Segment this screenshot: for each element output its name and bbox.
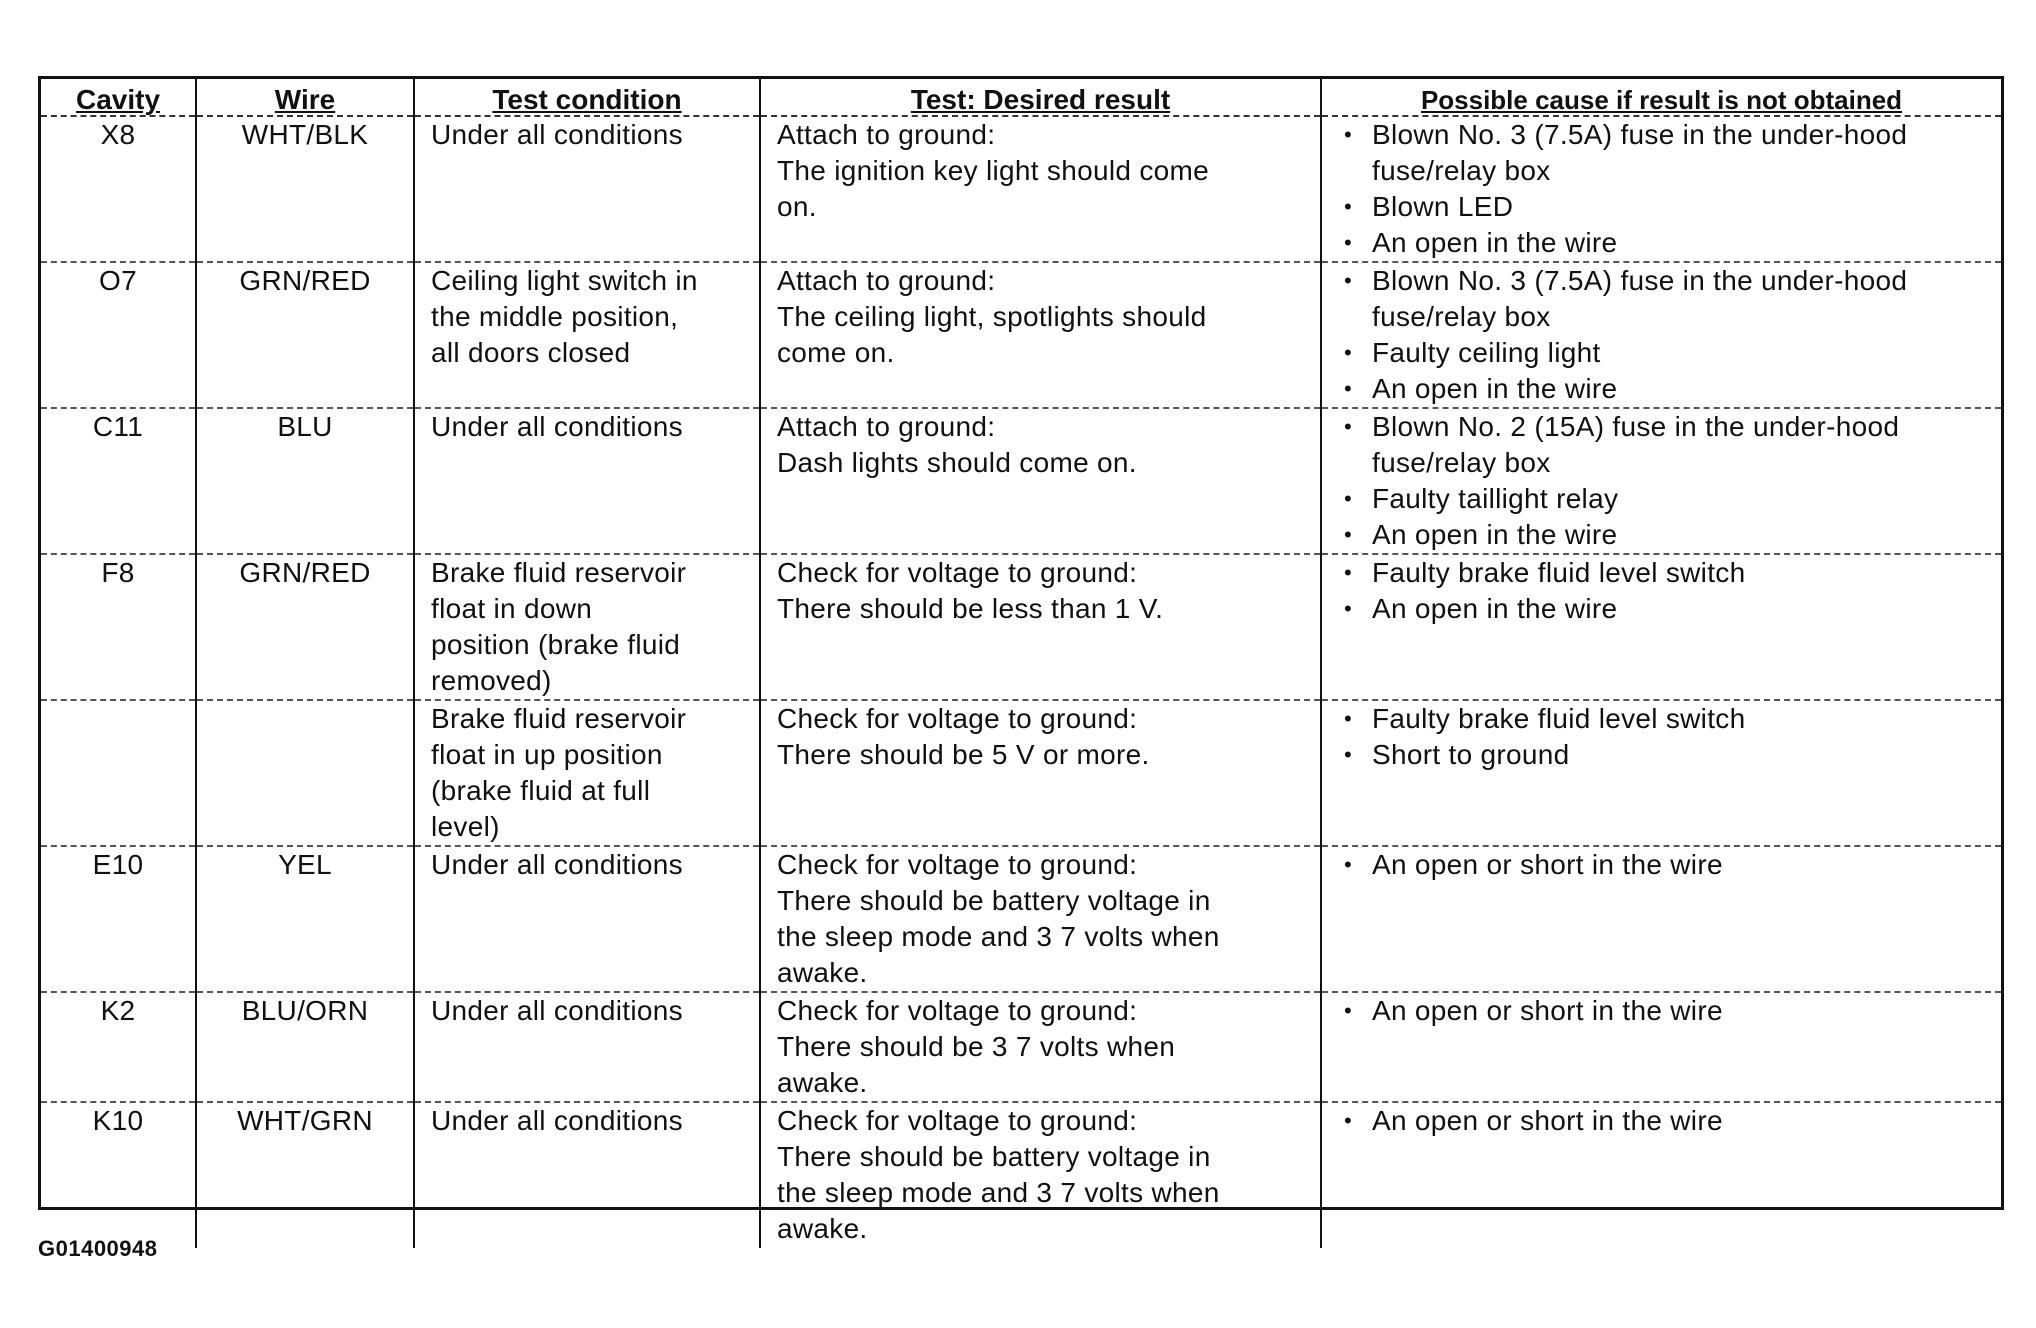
test-condition-line: Ceiling light switch in <box>431 265 698 296</box>
table-row <box>41 1102 2001 1248</box>
header-wire: Wire <box>196 79 414 116</box>
cell-cavity: X8 <box>41 116 196 262</box>
header-desired-result: Test: Desired result <box>760 79 1321 116</box>
desired-result-line: There should be battery voltage in <box>777 885 1211 916</box>
cause-item: • Blown No. 2 (15A) fuse in the under-hood fuse/relay box <box>1342 409 2001 481</box>
desired-result-line: There should be less than 1 V. <box>777 593 1164 624</box>
test-condition-line: (brake fluid at full <box>431 775 651 806</box>
table-body <box>41 116 2001 1248</box>
cell-possible-cause <box>1321 846 2001 992</box>
desired-result-line: Check for voltage to ground: <box>777 995 1138 1026</box>
cause-item: • An open in the wire <box>1342 591 2001 627</box>
cause-item: • Blown LED <box>1342 189 2001 225</box>
cell-wire: GRN/RED <box>196 262 414 408</box>
cause-item: • An open or short in the wire <box>1342 847 2001 883</box>
cause-item: • Faulty ceiling light <box>1342 335 2001 371</box>
table-row <box>41 554 2001 700</box>
diagnostic-table <box>41 79 2001 1248</box>
test-condition-line: Under all conditions <box>431 849 683 880</box>
cell-test-condition <box>414 846 760 992</box>
cell-cavity <box>41 700 196 846</box>
cell-test-condition <box>414 700 760 846</box>
test-condition-line: position (brake fluid <box>431 629 681 660</box>
test-condition-line: Brake fluid reservoir <box>431 703 687 734</box>
desired-result-line: Check for voltage to ground: <box>777 557 1138 588</box>
test-condition-line: the middle position, <box>431 301 679 332</box>
cause-item: • Blown No. 3 (7.5A) fuse in the under-hood fuse/relay box <box>1342 117 2001 189</box>
cell-cavity: C11 <box>41 408 196 554</box>
cell-desired-result <box>760 116 1321 262</box>
cell-wire: BLU <box>196 408 414 554</box>
cause-item: • An open in the wire <box>1342 371 2001 407</box>
cause-list <box>1338 993 2001 1029</box>
header-test-condition: Test condition <box>414 79 760 116</box>
cell-test-condition <box>414 262 760 408</box>
cell-wire: BLU/ORN <box>196 992 414 1102</box>
cell-possible-cause <box>1321 1102 2001 1248</box>
cell-cavity: K10 <box>92 1105 144 1136</box>
desired-result-line: come on. <box>777 337 895 368</box>
diagnostic-table-frame <box>38 76 2004 1244</box>
cell-test-condition <box>414 992 760 1102</box>
cell-possible-cause <box>1321 262 2001 408</box>
cause-item: • An open or short in the wire <box>1342 1103 2001 1139</box>
cause-list <box>1338 701 2001 773</box>
table-row <box>41 116 2001 262</box>
test-condition-line: Under all conditions <box>431 119 683 150</box>
cell-desired-result <box>760 992 1321 1102</box>
cell-desired-result <box>760 262 1321 408</box>
cause-item: • An open in the wire <box>1342 225 2001 261</box>
desired-result-line: Check for voltage to ground: <box>777 849 1138 880</box>
cause-item: • Faulty brake fluid level switch <box>1342 555 2001 591</box>
desired-result-line: Attach to ground: <box>777 411 996 442</box>
cell-wire: WHT/BLK <box>196 116 414 262</box>
cell-wire: WHT/GRN <box>196 1102 414 1248</box>
cell-test-condition <box>414 554 760 700</box>
cause-item: • Blown No. 3 (7.5A) fuse in the under-hood fuse/relay box <box>1342 263 2001 335</box>
table-row <box>41 408 2001 554</box>
cause-item: • Short to ground <box>1342 737 2001 773</box>
test-condition-line: Brake fluid reservoir <box>431 557 687 588</box>
desired-result-line: on. <box>777 191 817 222</box>
header-cavity: Cavity <box>41 79 196 116</box>
desired-result-line: awake. <box>777 1213 868 1244</box>
test-condition-line: removed) <box>431 665 552 696</box>
test-condition-line: float in down <box>431 593 593 624</box>
cell-cavity: F8 <box>41 554 196 700</box>
desired-result-line: There should be 3 7 volts when <box>777 1031 1176 1062</box>
cell-test-condition <box>414 408 760 554</box>
desired-result-line: Check for voltage to ground: <box>777 1105 1138 1136</box>
desired-result-line: Attach to ground: <box>777 119 996 150</box>
table-row <box>41 262 2001 408</box>
cause-list <box>1338 1103 2001 1139</box>
cause-list <box>1338 847 2001 883</box>
cell-possible-cause <box>1321 700 2001 846</box>
cause-item: • Faulty taillight relay <box>1342 481 2001 517</box>
desired-result-line: the sleep mode and 3 7 volts when <box>777 1177 1220 1208</box>
cell-possible-cause <box>1321 116 2001 262</box>
cause-list <box>1338 263 2001 407</box>
desired-result-line: awake. <box>777 957 868 988</box>
desired-result-line: Check for voltage to ground: <box>777 703 1138 734</box>
cell-desired-result <box>760 700 1321 846</box>
desired-result-line: There should be 5 V or more. <box>777 739 1150 770</box>
cell-test-condition <box>414 116 760 262</box>
desired-result-line: The ignition key light should come <box>777 155 1209 186</box>
desired-result-line: There should be battery voltage in <box>777 1141 1211 1172</box>
table-row <box>41 992 2001 1102</box>
header-possible-cause: Possible cause if result is not obtained <box>1321 79 2001 116</box>
test-condition-line: all doors closed <box>431 337 631 368</box>
cell-cavity: O7 <box>41 262 196 408</box>
cell-desired-result <box>760 846 1321 992</box>
cell-possible-cause <box>1321 992 2001 1102</box>
cell-desired-result <box>760 1102 1321 1248</box>
desired-result-line: awake. <box>777 1067 868 1098</box>
desired-result-line: the sleep mode and 3 7 volts when <box>777 921 1220 952</box>
cell-possible-cause <box>1321 408 2001 554</box>
header-row <box>41 79 2001 116</box>
cause-list <box>1338 409 2001 553</box>
cause-item: • Faulty brake fluid level switch <box>1342 701 2001 737</box>
desired-result-line: Dash lights should come on. <box>777 447 1137 478</box>
test-condition-line: level) <box>431 811 500 842</box>
cell-cavity: E10 <box>41 846 196 992</box>
test-condition-line: Under all conditions <box>431 411 683 442</box>
cell-desired-result <box>760 408 1321 554</box>
table-row <box>41 700 2001 846</box>
cell-wire: YEL <box>196 846 414 992</box>
cell-possible-cause <box>1321 554 2001 700</box>
cell-cavity: K2 <box>41 992 196 1102</box>
desired-result-line: Attach to ground: <box>777 265 996 296</box>
cell-desired-result <box>760 554 1321 700</box>
figure-code: G01400948 <box>38 1236 158 1261</box>
table-row <box>41 846 2001 992</box>
test-condition-line: float in up position <box>431 739 663 770</box>
cell-wire: GRN/RED <box>196 554 414 700</box>
desired-result-line: The ceiling light, spotlights should <box>777 301 1207 332</box>
test-condition-line: Under all conditions <box>431 1105 683 1136</box>
cause-item: • An open in the wire <box>1342 517 2001 553</box>
cause-item: • An open or short in the wire <box>1342 993 2001 1029</box>
test-condition-line: Under all conditions <box>431 995 683 1026</box>
cause-list <box>1338 555 2001 627</box>
cell-wire <box>196 700 414 846</box>
cause-list <box>1338 117 2001 261</box>
cell-test-condition <box>414 1102 760 1248</box>
